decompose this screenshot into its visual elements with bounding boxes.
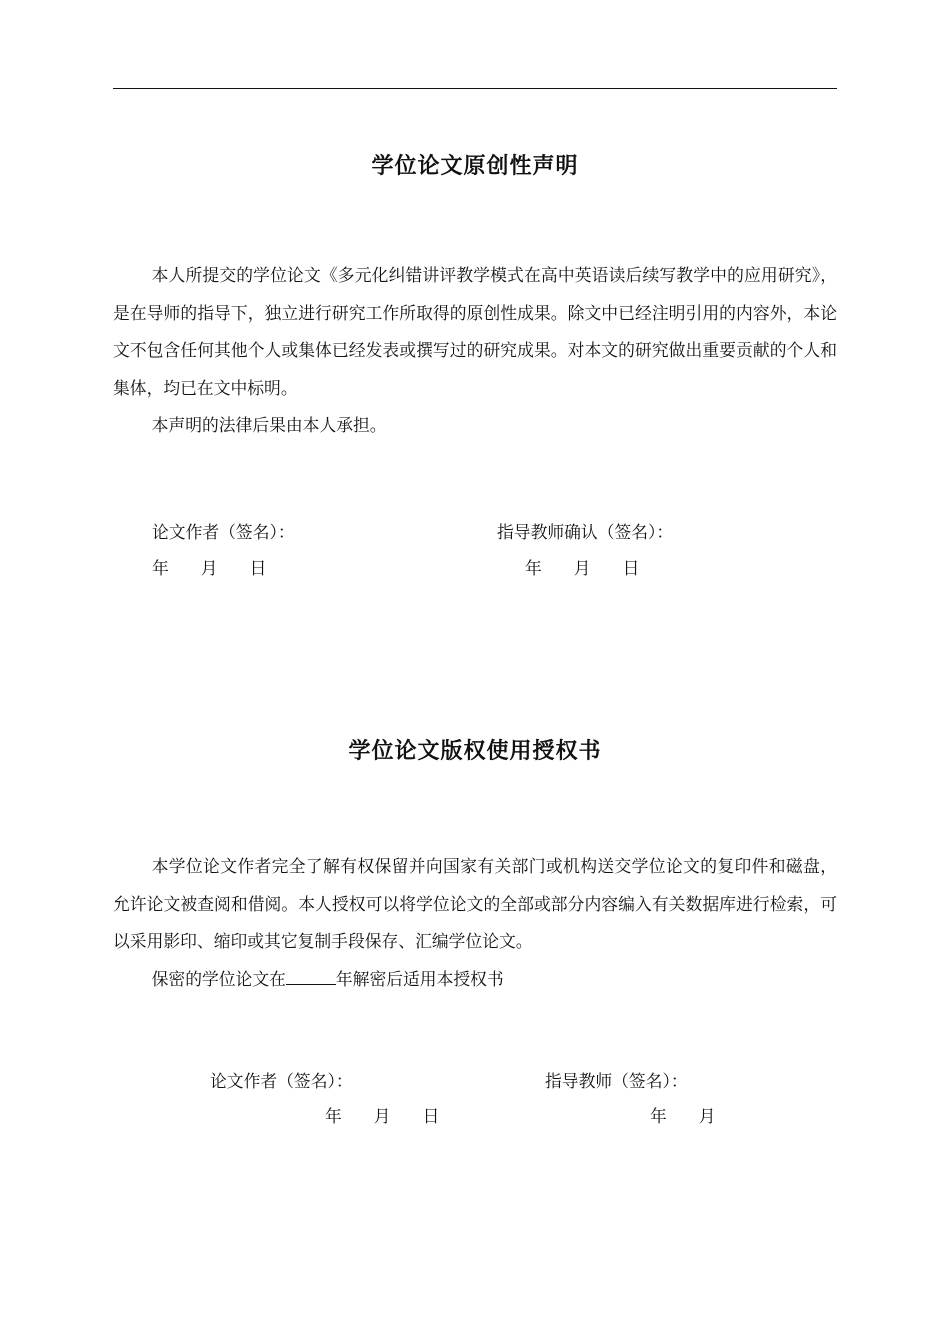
authorization-advisor-signature-label: 指导教师（签名）：	[545, 1071, 688, 1091]
authorization-title: 学位论文版权使用授权书	[348, 739, 602, 764]
date-day: 日	[249, 558, 267, 578]
authorization-paragraph-1: 本学位论文作者完全了解有权保留并向国家有关部门或机构送交学位论文的复印件和磁盘，允许论文被查阅和借阅。本人授权可以将学位论文的全部或部分内容编入有关数据库进行检索，可以采用影印、缩印或其它复制手段保存、汇编学位论文。	[113, 856, 837, 951]
authorization-secrecy-line	[113, 961, 837, 999]
authorization-body	[113, 848, 837, 998]
declaration-author-date	[152, 555, 298, 579]
date-day: 日	[622, 558, 640, 578]
declaration-title: 学位论文原创性声明	[371, 154, 579, 179]
declaration-paragraph-1: 本人所提交的学位论文《多元化纠错讲评教学模式在高中英语读后续写教学中的应用研究》，是在导师的指导下，独立进行研究工作所取得的原创性成果。除文中已经注明引用的内容外，本论文不包含任何其他个人或集体已经发表或撰写过的研究成果。对本文的研究做出重要贡献的个人和集体，均已在文中标明。	[113, 265, 837, 398]
declaration-advisor-date	[525, 555, 671, 579]
date-year: 年	[152, 558, 169, 578]
date-year: 年	[325, 1106, 342, 1126]
authorization-author-date	[325, 1103, 471, 1127]
date-month: 月	[373, 1106, 391, 1126]
declaration-paragraph-2: 本声明的法律后果由本人承担。	[151, 415, 387, 435]
secrecy-year-blank[interactable]	[286, 967, 336, 985]
date-day: 日	[422, 1106, 440, 1126]
declaration-body	[113, 257, 837, 445]
date-month: 月	[200, 558, 218, 578]
date-year: 年	[525, 558, 542, 578]
date-year: 年	[650, 1106, 667, 1126]
declaration-advisor-signature-label: 指导教师确认（签名）：	[497, 522, 674, 542]
header-rule	[113, 88, 837, 89]
authorization-advisor-date	[650, 1103, 748, 1127]
secrecy-prefix: 保密的学位论文在	[151, 968, 286, 989]
date-month: 月	[698, 1106, 716, 1126]
authorization-author-signature-label: 论文作者（签名）：	[210, 1071, 353, 1091]
date-month: 月	[573, 558, 591, 578]
declaration-author-signature-label: 论文作者（签名）：	[152, 522, 295, 542]
secrecy-suffix: 年解密后适用本授权书	[335, 968, 504, 989]
